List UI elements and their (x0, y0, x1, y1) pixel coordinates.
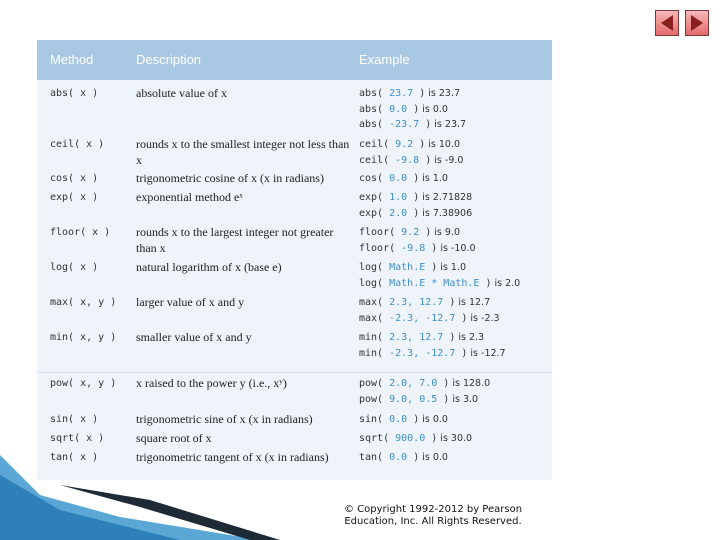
example-lit: -9.8 (395, 154, 420, 166)
description-cell: rounds x to the largest integer not greater than x (136, 225, 334, 255)
example-lit: -2.3, -12.7 (389, 312, 456, 324)
example-code: log( (359, 262, 390, 273)
copyright-line-1: © Copyright 1992-2012 by Pearson (343, 504, 523, 515)
decorative-swoosh (0, 455, 300, 540)
example-lit: 0.0 (389, 103, 408, 115)
example-lit: Math.E (389, 262, 426, 273)
example-code: exp( (359, 192, 390, 203)
example-lit: 9.0, 0.5 (389, 393, 438, 405)
example-cell (359, 431, 472, 447)
example-close: ) (419, 227, 432, 238)
example-res: is 12.7 (455, 297, 491, 308)
example-lit: 1.0 (389, 192, 408, 203)
triangle-left-icon (656, 11, 678, 35)
table-header (37, 40, 552, 80)
example-res: is 30.0 (437, 433, 473, 444)
description-cell: exponential method eˣ (136, 190, 243, 204)
example-code: floor( (359, 227, 402, 238)
example-close: ) (413, 88, 426, 99)
method-cell: min( x, y ) (50, 332, 117, 343)
example-close: ) (407, 192, 420, 203)
example-line (359, 171, 448, 187)
example-cell (359, 225, 476, 256)
example-line (359, 431, 472, 447)
example-code: ceil( (359, 139, 396, 150)
example-lit: -2.3, -12.7 (389, 347, 456, 359)
header-description: Description (136, 52, 202, 67)
example-line (359, 260, 520, 276)
next-slide-button[interactable] (685, 10, 709, 36)
method-cell: floor( x ) (50, 227, 111, 238)
method-cell: sqrt( x ) (50, 433, 105, 444)
example-res: is 23.7 (431, 119, 467, 130)
example-code: max( (359, 297, 390, 308)
example-code: abs( (359, 119, 390, 130)
example-code: floor( (359, 242, 402, 254)
description-cell: natural logarithm of x (base e) (136, 260, 282, 274)
example-res: is 128.0 (449, 378, 491, 389)
example-close: ) (413, 139, 426, 150)
example-code: cos( (359, 173, 390, 184)
example-cell (359, 450, 448, 466)
example-close: ) (407, 103, 420, 115)
example-lit: 2.0 (389, 207, 408, 219)
example-code: pow( (359, 378, 390, 389)
example-res: is 0.0 (419, 452, 448, 463)
description-cell: x raised to the power y (i.e., xʸ) (136, 376, 287, 390)
example-lit: 2.3, 12.7 (389, 332, 444, 343)
example-lit: Math.E * Math.E (389, 277, 480, 289)
example-lit: -9.8 (401, 242, 426, 254)
example-res: is 1.0 (419, 173, 448, 184)
example-close: ) (437, 378, 450, 389)
example-code: min( (359, 332, 390, 343)
example-line (359, 311, 500, 327)
description-cell: square root of x (136, 431, 212, 445)
example-code: ceil( (359, 154, 396, 166)
description-cell: trigonometric sine of x (x in radians) (136, 412, 313, 426)
method-cell: abs( x ) (50, 88, 99, 99)
example-res: is 3.0 (449, 393, 479, 405)
example-close: ) (407, 207, 420, 219)
example-close: ) (455, 312, 468, 324)
example-res: is 1.0 (437, 262, 467, 273)
header-example: Example (359, 52, 410, 67)
method-cell: cos( x ) (50, 173, 99, 184)
method-cell: exp( x ) (50, 192, 99, 203)
example-res: is -12.7 (467, 347, 506, 359)
example-code: log( (359, 277, 390, 289)
example-close: ) (437, 393, 450, 405)
example-res: is -9.0 (431, 154, 464, 166)
example-cell (359, 190, 472, 221)
description-cell: absolute value of x (136, 86, 227, 100)
example-line (359, 392, 490, 408)
example-line (359, 206, 472, 222)
example-line (359, 86, 466, 102)
example-code: tan( (359, 452, 390, 463)
example-lit: 0.0 (389, 414, 408, 425)
example-lit: 2.3, 12.7 (389, 297, 444, 308)
example-line (359, 190, 472, 206)
example-close: ) (407, 414, 420, 425)
example-line (359, 346, 506, 362)
example-cell (359, 330, 506, 361)
example-close: ) (425, 262, 438, 273)
example-close: ) (443, 332, 456, 343)
method-cell: tan( x ) (50, 452, 99, 463)
example-code: sin( (359, 414, 390, 425)
example-line (359, 295, 500, 311)
example-lit: 2.0, 7.0 (389, 378, 438, 389)
example-res: is 23.7 (425, 88, 461, 99)
example-code: exp( (359, 207, 390, 219)
example-close: ) (419, 119, 432, 130)
example-code: min( (359, 347, 390, 359)
example-close: ) (425, 433, 438, 444)
previous-slide-button[interactable] (655, 10, 679, 36)
description-cell: rounds x to the smallest integer not less than x (136, 137, 350, 167)
example-code: abs( (359, 88, 390, 99)
description-cell: smaller value of x and y (136, 330, 252, 344)
example-close: ) (419, 154, 432, 166)
example-line (359, 137, 463, 153)
example-line (359, 412, 448, 428)
example-res: is -10.0 (437, 242, 476, 254)
example-line (359, 450, 448, 466)
example-line (359, 153, 463, 169)
row-separator (37, 372, 552, 373)
example-lit: 0.0 (389, 452, 408, 463)
description-cell: larger value of x and y (136, 295, 245, 309)
example-res: is 2.3 (455, 332, 485, 343)
example-close: ) (407, 173, 420, 184)
example-cell (359, 295, 500, 326)
example-lit: 23.7 (389, 88, 414, 99)
example-line (359, 225, 476, 241)
method-cell: log( x ) (50, 262, 99, 273)
example-lit: 9.2 (401, 227, 420, 238)
method-cell: sin( x ) (50, 414, 99, 425)
example-cell (359, 171, 448, 187)
example-line (359, 102, 466, 118)
example-code: abs( (359, 103, 390, 115)
example-code: sqrt( (359, 433, 396, 444)
example-lit: 9.2 (395, 139, 414, 150)
copyright-line-2: Education, Inc. All Rights Reserved. (344, 516, 522, 527)
example-lit: -23.7 (389, 119, 420, 130)
example-cell (359, 86, 466, 133)
example-code: max( (359, 312, 390, 324)
triangle-right-icon (686, 11, 708, 35)
example-res: is -2.3 (467, 312, 500, 324)
example-cell (359, 137, 463, 168)
header-method: Method (50, 52, 94, 67)
example-line (359, 376, 490, 392)
example-close: ) (479, 277, 492, 289)
example-res: is 2.71828 (419, 192, 473, 203)
example-line (359, 276, 520, 292)
copyright-notice (333, 504, 533, 528)
description-cell: trigonometric cosine of x (x in radians) (136, 171, 324, 185)
example-res: is 0.0 (419, 103, 448, 115)
example-res: is 2.0 (491, 277, 521, 289)
method-cell: pow( x, y ) (50, 378, 117, 389)
example-res: is 0.0 (419, 414, 448, 425)
example-line (359, 330, 506, 346)
example-close: ) (443, 297, 456, 308)
example-res: is 10.0 (425, 139, 461, 150)
example-line (359, 241, 476, 257)
example-close: ) (407, 452, 420, 463)
method-cell: ceil( x ) (50, 139, 105, 150)
example-res: is 9.0 (431, 227, 461, 238)
example-cell (359, 376, 490, 407)
description-cell: trigonometric tangent of x (x in radians) (136, 450, 329, 464)
example-close: ) (455, 347, 468, 359)
example-close: ) (425, 242, 438, 254)
example-code: pow( (359, 393, 390, 405)
example-line (359, 117, 466, 133)
example-cell (359, 412, 448, 428)
example-lit: 900.0 (395, 433, 426, 444)
example-res: is 7.38906 (419, 207, 473, 219)
example-cell (359, 260, 520, 291)
method-cell: max( x, y ) (50, 297, 117, 308)
math-methods-table (37, 40, 552, 480)
example-lit: 0.0 (389, 173, 408, 184)
